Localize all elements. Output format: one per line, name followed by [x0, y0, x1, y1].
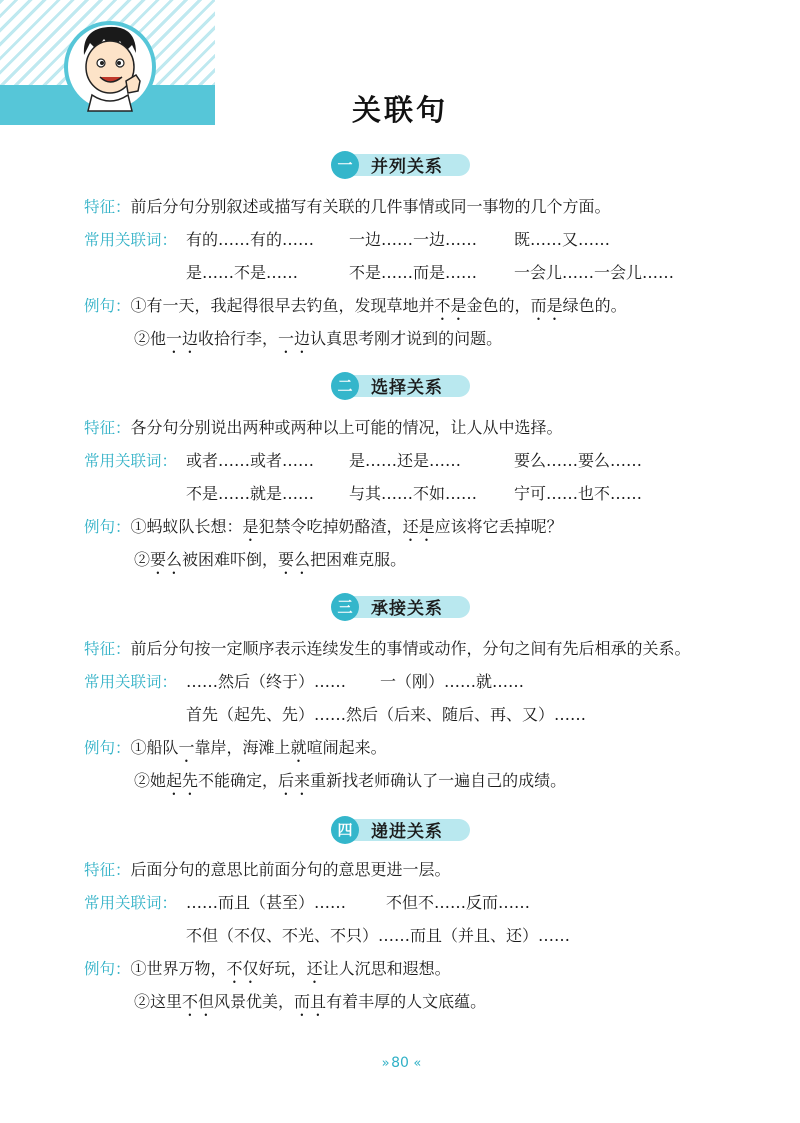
example-text: 让人沉思和遐想。	[322, 959, 451, 978]
common-words-line	[84, 449, 177, 473]
chevron-left-icon: «	[413, 1056, 419, 1071]
example-text: 应该将它丢掉呢？	[434, 517, 563, 536]
common-words-line	[84, 670, 177, 694]
example-text: 靠岸，海滩上	[194, 738, 291, 757]
example-text: 绿色的。	[562, 296, 627, 315]
example-label: 例句：	[84, 739, 131, 757]
example-text: 有着丰厚的人文底蕴。	[326, 992, 487, 1011]
feature-line	[84, 195, 611, 219]
example-text: 被困难吓倒，	[182, 550, 279, 569]
common-words-label: 常用关联词：	[84, 673, 178, 691]
example-text: 好玩，	[258, 959, 307, 978]
example-text: ②	[134, 550, 151, 569]
emphasized-conjunction: 一	[178, 738, 195, 757]
chevron-right-icon: »	[381, 1056, 387, 1071]
emphasized-conjunction: 不是	[434, 296, 467, 315]
emphasized-conjunction: 要么	[150, 550, 183, 569]
emphasized-conjunction: 就	[290, 738, 307, 757]
example-text: 重新找老师确认了一遍自己的成绩。	[310, 771, 567, 790]
section-heading	[0, 150, 800, 180]
common-words-line	[84, 891, 177, 915]
example-text: 把困难克服。	[310, 550, 407, 569]
conjunction-word: 不是……而是……	[349, 263, 478, 282]
emphasized-conjunction: 一边	[166, 329, 199, 348]
section-title: 承接关系	[371, 599, 443, 619]
conjunction-word: 不但（不仅、不光、不只）……而且（并且、还）……	[186, 926, 571, 945]
emphasized-conjunction: 而且	[294, 992, 327, 1011]
section-number-badge: 二	[331, 372, 359, 400]
example-text: ①船队	[130, 738, 179, 757]
example-text: ②这里	[134, 992, 183, 1011]
example-line	[134, 327, 502, 357]
feature-text: 各分句分别说出两种或两种以上可能的情况，让人从中选择。	[130, 418, 563, 437]
example-line	[84, 957, 451, 987]
example-text: 犯禁令吃掉奶酪渣，	[258, 517, 403, 536]
conjunction-word: 不是……就是……	[186, 484, 315, 503]
common-words-label: 常用关联词：	[84, 894, 178, 912]
conjunction-word: ……而且（甚至）……	[186, 893, 347, 912]
feature-text: 前后分句分别叙述或描写有关联的几件事情或同一事物的几个方面。	[130, 197, 611, 216]
common-words-label: 常用关联词：	[84, 231, 178, 249]
conjunction-word: 一会儿……一会儿……	[514, 263, 675, 282]
example-text: ①有一天，我起得很早去钓鱼，发现草地并	[130, 296, 435, 315]
conjunction-word: 是……不是……	[186, 263, 299, 282]
feature-text: 前后分句按一定顺序表示连续发生的事情或动作，分句之间有先后相承的关系。	[130, 639, 691, 658]
conjunction-word: 一（刚）……就……	[380, 672, 525, 691]
feature-line	[84, 858, 451, 882]
example-line	[134, 769, 566, 799]
emphasized-conjunction: 还是	[402, 517, 435, 536]
feature-line	[84, 637, 691, 661]
example-line	[84, 736, 387, 766]
emphasized-conjunction: 而是	[530, 296, 563, 315]
page-number: 80	[391, 1055, 409, 1071]
example-text: 金色的，	[466, 296, 531, 315]
conjunction-word: 要么……要么……	[514, 451, 643, 470]
example-line	[84, 515, 563, 545]
conjunction-word: 与其……不如……	[349, 484, 478, 503]
section-title: 选择关系	[371, 378, 443, 398]
conjunction-word: 有的……有的……	[186, 230, 315, 249]
example-text: 认真思考刚才说到的问题。	[310, 329, 503, 348]
example-line	[84, 294, 627, 324]
example-text: ②她	[134, 771, 167, 790]
section-number-badge: 四	[331, 816, 359, 844]
feature-line	[84, 416, 563, 440]
emphasized-conjunction: 是	[242, 517, 259, 536]
page-number-footer	[0, 1055, 800, 1071]
example-label: 例句：	[84, 297, 131, 315]
example-line	[134, 548, 406, 578]
example-text: 喧闹起来。	[306, 738, 387, 757]
example-line	[134, 990, 486, 1020]
conjunction-word: 不但不……反而……	[386, 893, 531, 912]
conjunction-word: ……然后（终于）……	[186, 672, 347, 691]
section-heading	[0, 592, 800, 622]
section-title: 递进关系	[371, 822, 443, 842]
conjunction-word: 首先（起先、先）……然后（后来、随后、再、又）……	[186, 705, 587, 724]
feature-label: 特征：	[84, 640, 131, 658]
example-text: 风景优美，	[214, 992, 295, 1011]
conjunction-word: 一边……一边……	[349, 230, 478, 249]
feature-label: 特征：	[84, 419, 131, 437]
emphasized-conjunction: 要么	[278, 550, 311, 569]
common-words-label: 常用关联词：	[84, 452, 178, 470]
section-title: 并列关系	[371, 157, 443, 177]
page-title: 关联句	[351, 93, 448, 127]
emphasized-conjunction: 不仅	[226, 959, 259, 978]
example-text: 不能确定，	[198, 771, 279, 790]
example-label: 例句：	[84, 518, 131, 536]
emphasized-conjunction: 后来	[278, 771, 311, 790]
feature-label: 特征：	[84, 198, 131, 216]
example-text: ①蚂蚁队长想：	[130, 517, 243, 536]
section-heading	[0, 815, 800, 845]
conjunction-word: 宁可……也不……	[514, 484, 643, 503]
feature-label: 特征：	[84, 861, 131, 879]
emphasized-conjunction: 不但	[182, 992, 215, 1011]
feature-text: 后面分句的意思比前面分句的意思更进一层。	[130, 860, 451, 879]
section-number-badge: 一	[331, 151, 359, 179]
example-text: ①世界万物，	[130, 959, 227, 978]
example-text: ②他	[134, 329, 167, 348]
section-heading	[0, 371, 800, 401]
emphasized-conjunction: 一边	[278, 329, 311, 348]
conjunction-word: 是……还是……	[349, 451, 462, 470]
example-text: 收拾行李，	[198, 329, 279, 348]
section-number-badge: 三	[331, 593, 359, 621]
example-label: 例句：	[84, 960, 131, 978]
conjunction-word: 既……又……	[514, 230, 611, 249]
emphasized-conjunction: 起先	[166, 771, 199, 790]
common-words-line	[84, 228, 177, 252]
emphasized-conjunction: 还	[306, 959, 323, 978]
conjunction-word: 或者……或者……	[186, 451, 315, 470]
